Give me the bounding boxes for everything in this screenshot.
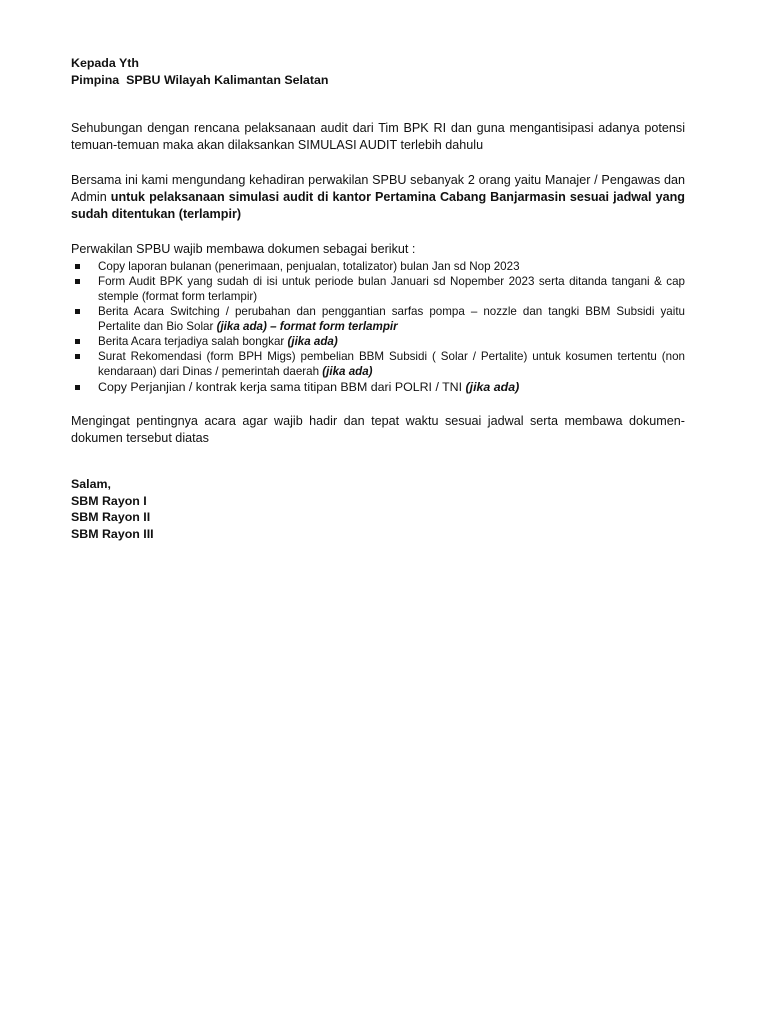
list-item-text: Berita Acara terjadiya salah bongkar <box>98 335 288 348</box>
list-item-emphasis: (jika ada) <box>465 380 520 394</box>
square-bullet-icon <box>75 264 80 269</box>
signer-rayon-1: SBM Rayon I <box>71 493 147 508</box>
list-item-text: Form Audit BPK yang sudah di isi untuk periode bulan Januari sd Nopember 2023 serta ditanda tangani & cap stemple (format form terlampir) <box>98 275 685 303</box>
recipient-line-2: Pimpina SPBU Wilayah Kalimantan Selatan <box>71 73 329 87</box>
signer-rayon-2: SBM Rayon II <box>71 510 151 524</box>
letter-page <box>71 55 685 542</box>
list-item-text: Berita Acara Switching / perubahan dan penggantian sarfas pompa – nozzle dan tangki BBM Subsidi yaitu Pertalite dan Bio Solar <box>98 305 685 333</box>
list-item <box>71 274 685 304</box>
signer-rayon-3: SBM Rayon III <box>71 526 154 541</box>
list-item-text: Copy laporan bulanan (penerimaan, penjualan, totalizator) bulan Jan sd Nop 2023 <box>98 260 520 273</box>
list-intro: Perwakilan SPBU wajib membawa dokumen sebagai berikut : <box>71 242 416 256</box>
list-item-text: Copy Perjanjian / kontrak kerja sama titipan BBM dari POLRI / TNI <box>98 380 466 394</box>
square-bullet-icon <box>75 309 80 314</box>
list-item <box>71 304 685 334</box>
list-item-text: Surat Rekomendasi (form BPH Migs) pembelian BBM Subsidi ( Solar / Pertalite) untuk kosumen tertentu (non kendaraan) dari Dinas / pemerintah daerah <box>98 350 685 378</box>
list-item <box>71 334 685 349</box>
list-item <box>71 349 685 379</box>
closing-block <box>71 476 685 542</box>
recipient-block <box>71 55 685 89</box>
list-item-emphasis: (jika ada) – format form terlampir <box>216 320 398 333</box>
closing-salutation: Salam, <box>71 477 111 491</box>
list-item <box>71 259 685 274</box>
list-item-emphasis: (jika ada) <box>322 365 373 378</box>
paragraph-audit-intro: Sehubungan dengan rencana pelaksanaan audit dari Tim BPK RI dan guna mengantisipasi adanya potensi temuan-temuan maka akan dilaksankan SIMULASI AUDIT terlebih dahulu <box>71 121 685 152</box>
square-bullet-icon <box>75 279 80 284</box>
list-item-emphasis: (jika ada) <box>287 335 338 348</box>
square-bullet-icon <box>75 385 80 390</box>
document-list <box>71 259 685 396</box>
invitation-bold-text: untuk pelaksanaan simulasi audit di kantor Pertamina Cabang Banjarmasin sesuai jadwal yang sudah ditentukan (terlampir) <box>71 190 685 221</box>
paragraph-invitation <box>71 172 685 223</box>
invitation-text: Bersama ini kami mengundang kehadiran perwakilan SPBU sebanyak 2 orang yaitu Manajer / Pengawas dan Admin <box>71 173 685 204</box>
list-item <box>71 379 685 396</box>
recipient-line-1: Kepada Yth <box>71 56 139 70</box>
square-bullet-icon <box>75 339 80 344</box>
square-bullet-icon <box>75 354 80 359</box>
paragraph-reminder: Mengingat pentingnya acara agar wajib hadir dan tepat waktu sesuai jadwal serta membawa dokumen-dokumen tersebut diatas <box>71 414 685 445</box>
